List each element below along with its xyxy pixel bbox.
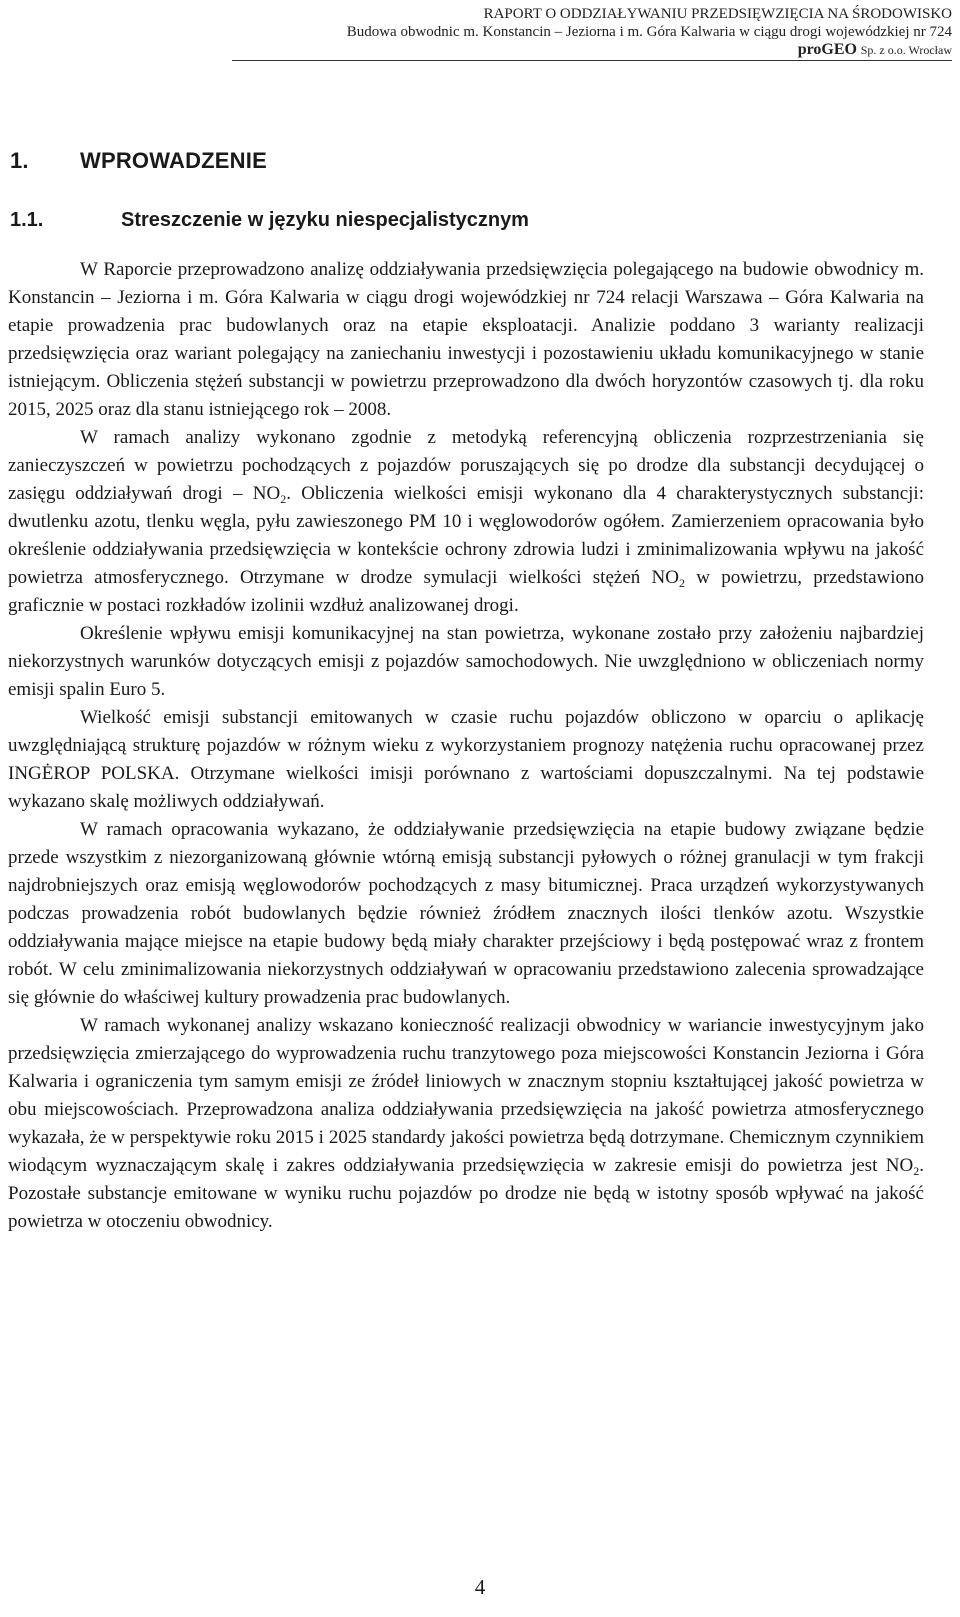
section-heading-1 bbox=[10, 148, 267, 174]
paragraph-6: W ramach wykonanej analizy wskazano konieczność realizacji obwodnicy w wariancie inwestycyjnym jako przedsięwzięcia zmierzającego do wyprowadzenia ruchu tranzytowego poza miejscowości Konstancin Jeziorna i Góra Kalwaria i ograniczenia tym samym emisji ze źródeł liniowych w znacznym stopniu kształtującej jakość powietrza w obu miejscowościach. Przeprowadzona analiza oddziaływania przedsięwzięcia na jakość powietrza atmosferycznego wykazała, że w perspektywie roku 2015 i 2025 standardy jakości powietrza będą dotrzymane. Chemicznym czynnikiem wiodącym wyznaczającym skalę i zakres oddziaływania przedsięwzięcia w zakresie emisji do powietrza jest $NO_2$. Pozostałe substancje emitowane w wyniku ruchu pojazdów po drodze nie będą w istotny sposób wpływać na jakość powietrza w otoczeniu obwodnicy. bbox=[8, 1015, 924, 1232]
subsection-number: 1.1. bbox=[10, 209, 44, 231]
section-heading-1-1 bbox=[10, 209, 529, 232]
paragraph-2: W ramach analizy wykonano zgodnie z metodyką referencyjną obliczenia rozprzestrzeniania się zanieczyszczeń w powietrzu pochodzących z pojazdów poruszających się po drodze dla substancji decydującej o zasięgu oddziaływań drogi – $NO_2$. Obliczenia wielkości emisji wykonano dla 4 charakterystycznych substancji: dwutlenku azotu, tlenku węgla, pyłu zawieszonego PM 10 i węglowodorów ogółem. Zamierzeniem opracowania było określenie oddziaływania przedsięwzięcia w kontekście ochrony zdrowia ludzi i zminimalizowania wpływu na jakość powietrza atmosferycznego. Otrzymane w drodze symulacji wielkości stężeń $NO_2$ w powietrzu, przedstawiono graficznie w postaci rozkładów izolinii wzdłuż analizowanej drogi. bbox=[8, 427, 924, 616]
paragraph-5: W ramach opracowania wykazano, że oddziaływanie przedsięwzięcia na etapie budowy związane będzie przede wszystkim z niezorganizowaną głównie wtórną emisją substancji pyłowych o różnej granulacji w tym frakcji najdrobniejszych oraz emisją węglowodorów pochodzących z masy bitumicznej. Praca urządzeń wykorzystywanych podczas prowadzenia robót budowlanych będzie również źródłem znacznych ilości tlenków azotu. Wszystkie oddziaływania mające miejsce na etapie budowy będą miały charakter przejściowy i będą postępować wraz z frontem robót. W celu zminimalizowania niekorzystnych oddziaływań w opracowaniu przedstawiono zalecenia sprowadzające się głównie do właściwej kultury prowadzenia prac budowlanych. bbox=[8, 819, 924, 1008]
header-company bbox=[232, 41, 952, 61]
paragraph-3: Określenie wpływu emisji komunikacyjnej na stan powietrza, wykonane zostało przy założeniu najbardziej niekorzystnych warunków dotyczących emisji z pojazdów samochodowych. Nie uwzględniono w obliczeniach normy emisji spalin Euro 5. bbox=[8, 623, 924, 700]
header-report-title: RAPORT O ODDZIAŁYWANIU PRZEDSIĘWZIĘCIA NA ŚRODOWISKO bbox=[483, 6, 952, 22]
document-header bbox=[232, 5, 952, 61]
header-project-title: Budowa obwodnic m. Konstancin – Jeziorna i m. Góra Kalwaria w ciągu drogi wojewódzkiej nr 724 bbox=[346, 24, 952, 40]
page-number: 4 bbox=[474, 1575, 486, 1599]
section-title: WPROWADZENIE bbox=[80, 148, 267, 173]
company-name: proGEO bbox=[797, 41, 857, 58]
subsection-title: Streszczenie w języku niespecjalistycznym bbox=[121, 209, 529, 231]
section-number: 1. bbox=[10, 148, 29, 173]
paragraph-4: Wielkość emisji substancji emitowanych w czasie ruchu pojazdów obliczono w oparciu o aplikację uwzględniającą strukturę pojazdów w różnym wieku z wykorzystaniem prognozy natężenia ruchu opracowanej przez INGĖROP POLSKA. Otrzymane wielkości imisji porównano z wartościami dopuszczalnymi. Na tej podstawie wykazano skalę możliwych oddziaływań. bbox=[8, 707, 924, 812]
summary-body bbox=[8, 256, 924, 1236]
paragraph-1: W Raporcie przeprowadzono analizę oddziaływania przedsięwzięcia polegającego na budowie obwodnicy m. Konstancin – Jeziorna i m. Góra Kalwaria w ciągu drogi wojewódzkiej nr 724 relacji Warszawa – Góra Kalwaria na etapie prowadzenia prac budowlanych oraz na etapie eksploatacji. Analizie poddano 3 warianty realizacji przedsięwzięcia oraz wariant polegający na zaniechaniu inwestycji i pozostawieniu układu komunikacyjnego w stanie istniejącym. Obliczenia stężeń substancji w powietrzu przeprowadzono dla dwóch horyzontów czasowych tj. dla roku 2015, 2025 oraz dla stanu istniejącego rok – 2008. bbox=[8, 259, 924, 420]
company-suffix: Sp. z o.o. Wrocław bbox=[860, 43, 952, 57]
